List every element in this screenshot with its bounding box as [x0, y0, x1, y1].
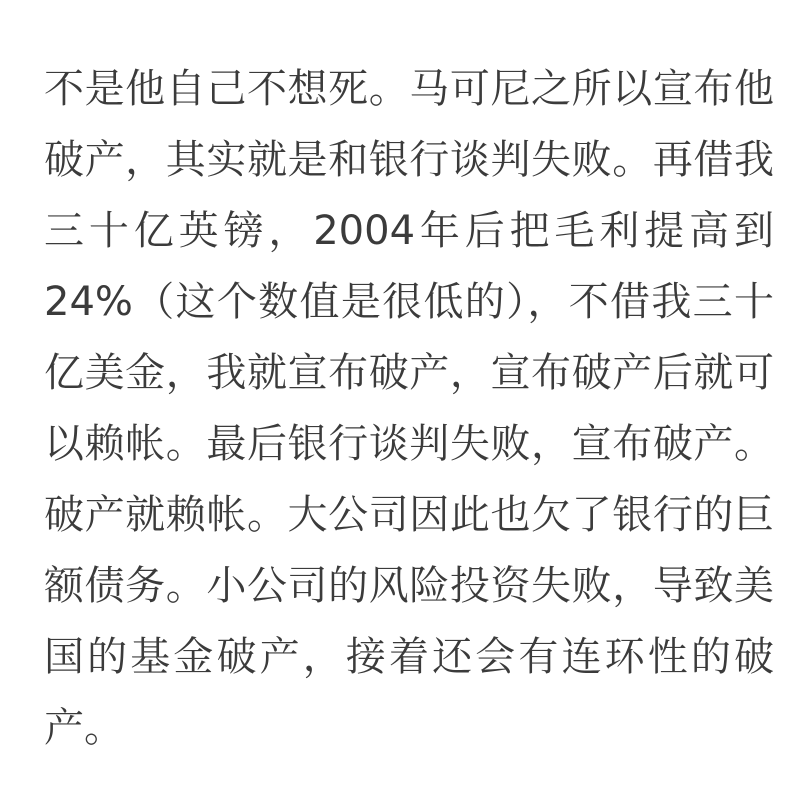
paragraph-text: 不是他自己不想死。马可尼之所以宣布他破产，其实就是和银行谈判失败。再借我三十亿英镑，2004年后把毛利提高到24%（这个数值是很低的），不借我三十亿美金，我就宣布破产，宣布破产后就可以赖帐。最后银行谈判失败，宣布破产。破产就赖帐。大公司因此也欠了银行的巨额债务。小公司的风险投资失败，导致美国的基金破产，接着还会有连环性的破产。: [44, 66, 774, 751]
